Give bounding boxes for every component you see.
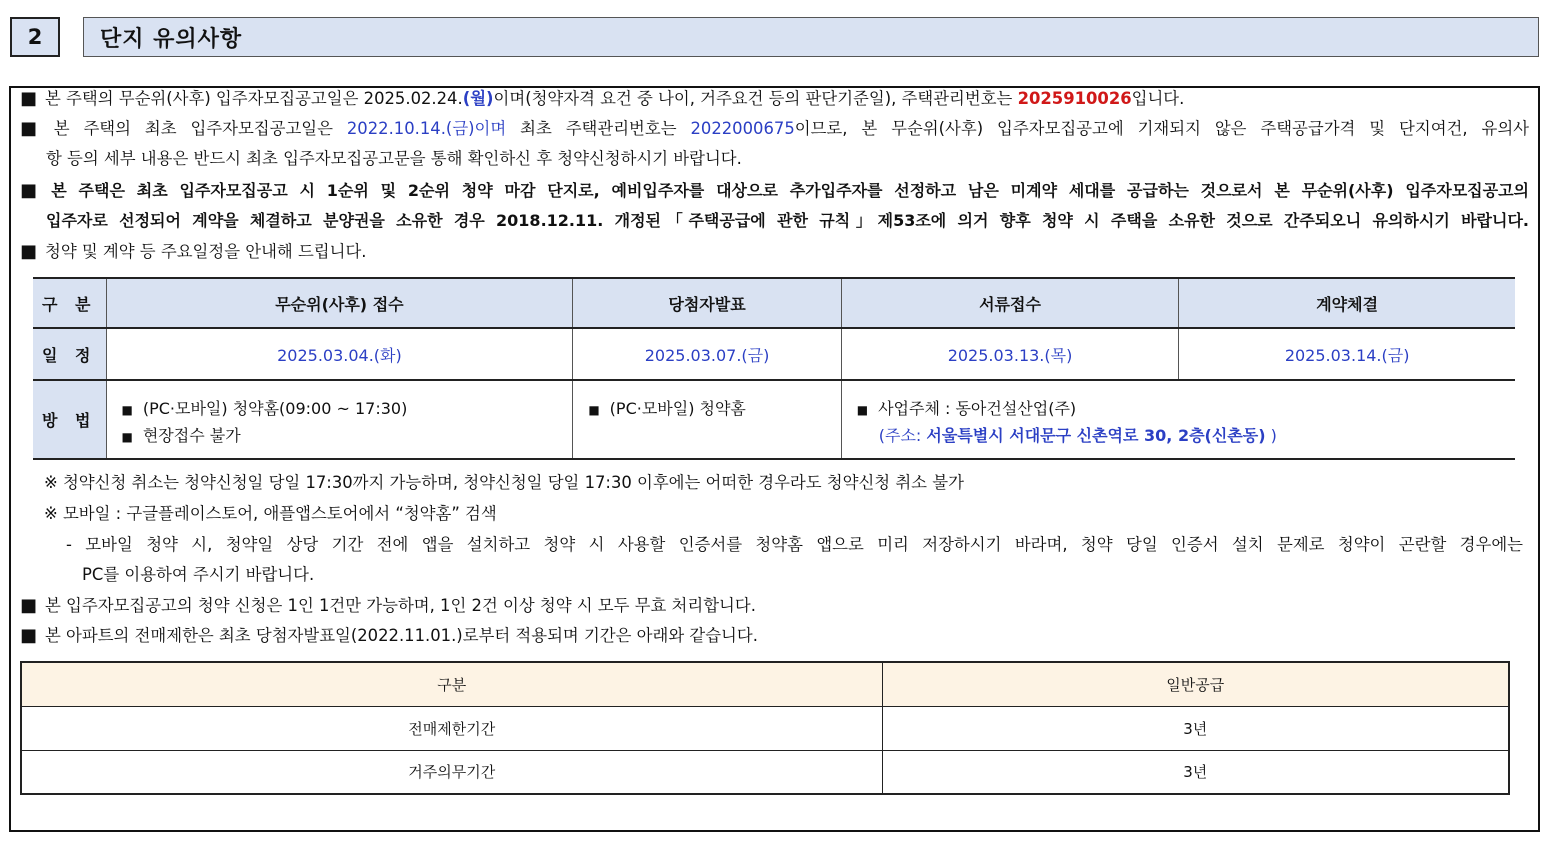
residence-row-label: 거주의무기간 [21, 750, 882, 794]
bullet-icon: ■ [20, 595, 38, 616]
schedule-table [33, 277, 1515, 460]
schedule-date-row [33, 328, 1515, 380]
resale-header-row [21, 662, 1509, 706]
notice-5: ■ 본 입주자모집공고의 청약 신청은 1인 1건만 가능하며, 1인 2건 이상 청약 시 모두 무효 처리합니다. [20, 595, 756, 616]
table-row [21, 706, 1509, 750]
remark-cancel: ※ 청약신청 취소는 청약신청일 당일 17:30까지 가능하며, 청약신청일 당일 17:30 이후에는 어떠한 경우라도 청약신청 취소 불가 [44, 473, 964, 492]
date-contract: 2025.03.14.(금) [1284, 345, 1410, 365]
schedule-header-row [33, 278, 1515, 328]
resale-row-value: 3년 [882, 706, 1509, 750]
bullet-icon: ■ [20, 180, 44, 201]
method-announce: ■ (PC·모바일) 청약홈 [573, 380, 841, 459]
method-docs-contract: ■ 사업주체 : 동아건설산업(주) (주소: 서울특별시 서대문구 신촌역로 30, 2층(신촌동) ) [856, 399, 1277, 445]
notice-3: ■ 본 주택은 최초 입주자모집공고 시 1순위 및 2순위 청약 마감 단지로, 예비입주자를 대상으로 추가입주자를 선정하고 남은 미계약 세대를 공급하는 것으로서 본 무순위(사후) 입주자모집공고의 입주자로 선정되어 계약을 체결하고 분양권을 소유한 경우 2018.12.11. 개정된「주택공급에 관한 규칙」제53조에 의거 향후 청약 시 주택을 소유한 것으로 간주되오니 유의하시기 바랍니다. [20, 180, 1529, 230]
bullet-icon: ■ [20, 241, 38, 262]
schedule-col-docs: 서류접수 [841, 278, 1179, 328]
date-apply: 2025.03.04.(화) [106, 328, 573, 380]
resale-table [20, 661, 1510, 795]
method-label: 방 법 [33, 380, 106, 459]
bullet-icon: ■ [20, 625, 38, 646]
housing-number: 2025910026 [1017, 89, 1132, 108]
remark-mobile-detail: - 모바일 청약 시, 청약일 상당 기간 전에 앱을 설치하고 청약 시 사용할 인증서를 청약홈 앱으로 미리 저장하시기 바라며, 청약 당일 인증서 설치 문제로 청약이 곤란할 경우에는 PC를 이용하여 주시기 바랍니다. [66, 535, 1523, 584]
schedule-header-label: 구 분 [33, 278, 106, 328]
date-label: 일 정 [33, 328, 106, 380]
method-apply: ■ (PC·모바일) 청약홈(09:00 ~ 17:30) ■ 현장접수 불가 [106, 380, 573, 459]
schedule-col-contract: 계약체결 [1316, 294, 1379, 314]
resale-row-label: 전매제한기간 [21, 706, 882, 750]
table-row [21, 750, 1509, 794]
notice-1: ■ 본 주택의 무순위(사후) 입주자모집공고일은 2025.02.24.(월)이며(청약자격 요건 중 나이, 거주요건 등의 판단기준일), 주택관리번호는 2025910026입니다. [20, 88, 1185, 109]
schedule-method-row [33, 380, 1515, 459]
date-docs: 2025.03.13.(목) [841, 328, 1179, 380]
notice-6: ■ 본 아파트의 전매제한은 최초 당첨자발표일(2022.11.01.)로부터 적용되며 기간은 아래와 같습니다. [20, 625, 758, 646]
notice-4: ■ 청약 및 계약 등 주요일정을 안내해 드립니다. [20, 241, 367, 262]
weekday-highlight: (월) [462, 89, 494, 108]
bullet-icon: ■ [20, 118, 46, 139]
date-announce: 2025.03.07.(금) [573, 328, 841, 380]
section-number: 2 [10, 17, 60, 57]
resale-header-category: 구분 [21, 662, 882, 706]
schedule-col-announce: 당첨자발표 [573, 278, 841, 328]
schedule-col-apply: 무순위(사후) 접수 [106, 278, 573, 328]
developer-address: 서울특별시 서대문구 신촌역로 30, 2층(신촌동) [926, 426, 1266, 445]
first-notice-date: 2022.10.14.(금)이며 [346, 119, 507, 138]
remark-mobile: ※ 모바일 : 구글플레이스토어, 애플앱스토어에서 “청약홈” 검색 [44, 504, 497, 523]
section-title: 단지 유의사항 [83, 17, 1539, 57]
residence-row-value: 3년 [882, 750, 1509, 794]
bullet-icon: ■ [20, 88, 38, 109]
resale-header-general: 일반공급 [882, 662, 1509, 706]
notice-2: ■ 본 주택의 최초 입주자모집공고일은 2022.10.14.(금)이며 최초 주택관리번호는 2022000675이므로, 본 무순위(사후) 입주자모집공고에 기재되지 않은 주택공급가격 및 단지여건, 유의사 항 등의 세부 내용은 반드시 최초 입주자모집공고문을 통해 확인하신 후 청약신청하시기 바랍니다. [20, 118, 1530, 168]
first-housing-number: 2022000675 [690, 119, 795, 138]
